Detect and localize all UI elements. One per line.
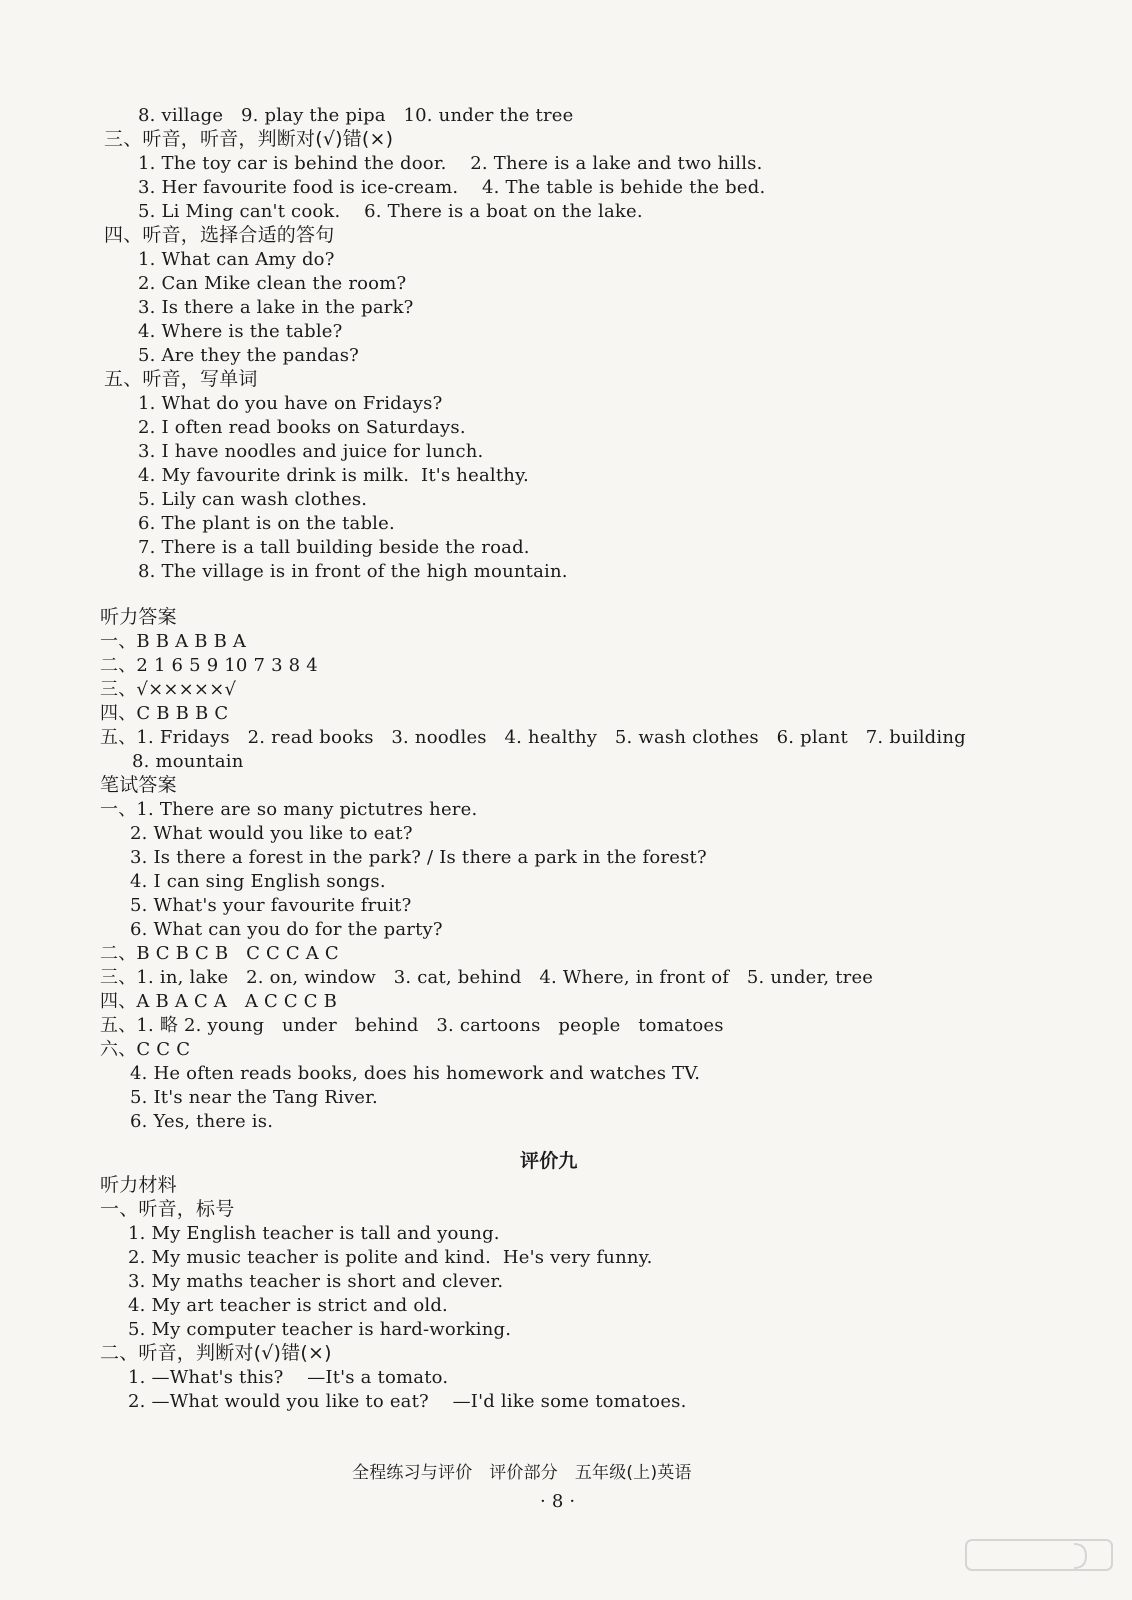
section-heading: 听力材料 <box>100 1174 177 1196</box>
text-line: 四、C B B B C <box>100 703 229 724</box>
text-line: 3. I have noodles and juice for lunch. <box>138 441 484 462</box>
watermark-logo <box>964 1538 1114 1590</box>
text-line: 4. My favourite drink is milk. It's healthy. <box>138 465 529 486</box>
text-line: 6. What can you do for the party? <box>130 919 443 940</box>
text-line: 3. My maths teacher is short and clever. <box>128 1271 504 1292</box>
text-line: 三、√×××××√ <box>100 679 237 700</box>
text-line: 3. Is there a lake in the park? <box>138 297 414 318</box>
text-line: 8. mountain <box>132 751 244 772</box>
text-line: 1. —What's this? —It's a tomato. <box>128 1367 449 1388</box>
text-line: 8. The village is in front of the high mountain. <box>138 561 568 582</box>
text-line: 5. My computer teacher is hard-working. <box>128 1319 512 1340</box>
text-line: 1. My English teacher is tall and young. <box>128 1223 500 1244</box>
section-heading: 四、听音，选择合适的答句 <box>104 224 335 246</box>
text-line: 5. Lily can wash clothes. <box>138 489 368 510</box>
text-line: 8. village 9. play the pipa 10. under the tree <box>138 105 574 126</box>
text-line: 四、A B A C A A C C C B <box>100 991 338 1012</box>
page-number: · 8 · <box>540 1491 576 1512</box>
text-line: 五、1. Fridays 2. read books 3. noodles 4. healthy 5. wash clothes 6. plant 7. building <box>100 727 966 748</box>
text-line: 3. Is there a forest in the park? / Is there a park in the forest? <box>130 847 707 868</box>
text-line: 一、B B A B B A <box>100 631 247 652</box>
section-heading: 二、听音，判断对(√)错(×) <box>100 1342 332 1364</box>
text-line: 6. The plant is on the table. <box>138 513 395 534</box>
section-heading: 笔试答案 <box>100 774 177 796</box>
text-line: 7. There is a tall building beside the road. <box>138 537 530 558</box>
text-line: 5. What's your favourite fruit? <box>130 895 412 916</box>
text-line: 1. What do you have on Fridays? <box>138 393 443 414</box>
section-heading: 听力答案 <box>100 606 177 628</box>
text-line: 1. What can Amy do? <box>138 249 335 270</box>
text-line: 4. I can sing English songs. <box>130 871 386 892</box>
text-line: 2. —What would you like to eat? —I'd like some tomatoes. <box>128 1391 687 1412</box>
text-line: 2. I often read books on Saturdays. <box>138 417 466 438</box>
text-line: 5. Are they the pandas? <box>138 345 360 366</box>
text-line: 一、1. There are so many pictutres here. <box>100 799 478 820</box>
text-line: 2. My music teacher is polite and kind. He's very funny. <box>128 1247 653 1268</box>
text-line: 4. Where is the table? <box>138 321 343 342</box>
section-heading: 一、听音，标号 <box>100 1198 235 1220</box>
text-line: 4. My art teacher is strict and old. <box>128 1295 448 1316</box>
text-line: 六、C C C <box>100 1039 191 1060</box>
text-line: 五、1. 略 2. young under behind 3. cartoons people tomatoes <box>100 1015 724 1036</box>
text-line: 5. It's near the Tang River. <box>130 1087 378 1108</box>
text-line: 6. Yes, there is. <box>130 1111 274 1132</box>
text-line: 三、1. in, lake 2. on, window 3. cat, behind 4. Where, in front of 5. under, tree <box>100 967 874 988</box>
text-line: 5. Li Ming can't cook. 6. There is a boat on the lake. <box>138 201 643 222</box>
text-line: 1. The toy car is behind the door. 2. There is a lake and two hills. <box>138 153 763 174</box>
footer-title: 全程练习与评价 评价部分 五年级(上)英语 <box>352 1463 692 1483</box>
section-heading: 五、听音，写单词 <box>104 368 258 390</box>
text-line: 2. Can Mike clean the room? <box>138 273 407 294</box>
text-line: 二、B C B C B C C C A C <box>100 943 339 964</box>
section-title: 评价九 <box>520 1150 578 1172</box>
text-line: 3. Her favourite food is ice-cream. 4. The table is behide the bed. <box>138 177 766 198</box>
text-line: 二、2 1 6 5 9 10 7 3 8 4 <box>100 655 318 676</box>
text-line: 2. What would you like to eat? <box>130 823 413 844</box>
text-line: 4. He often reads books, does his homework and watches TV. <box>130 1063 701 1084</box>
section-heading: 三、听音，听音，判断对(√)错(×) <box>104 128 394 150</box>
